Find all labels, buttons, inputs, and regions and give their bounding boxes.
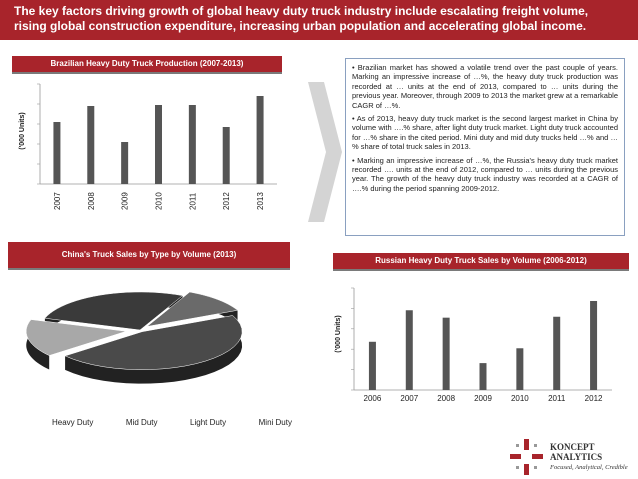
note-brazil: • Brazilian market has showed a volatile trend over the past couple of years. Marking an impressive increase of …%, the heavy duty truck production was recorded at … units at the end of 2013, compared to … units during the previous year. Moreover, through 2009 to 2013 the market grew at a remarkable CAGR of …%.	[352, 63, 618, 110]
legend-mini-duty: Mini Duty	[258, 418, 292, 427]
brazil-chart-svg	[12, 76, 287, 226]
russia-x-tick-label: 2011	[548, 394, 566, 403]
brazil-y-axis-label: ('000 Units)	[19, 112, 26, 150]
logo-tagline: Focused, Analytical, Credible	[550, 464, 628, 471]
russia-x-tick-label: 2006	[363, 394, 382, 403]
logo-name-line1: KONCEPT	[550, 442, 595, 452]
brazil-bar	[155, 105, 162, 184]
russia-y-axis-label: ('000 Units)	[335, 315, 342, 353]
brazil-x-tick-label: 2008	[86, 192, 96, 210]
brazil-x-tick-label: 2007	[52, 192, 62, 210]
brazil-x-tick-label: 2011	[188, 192, 198, 210]
brazil-bar	[121, 142, 128, 184]
legend-heavy-duty: Heavy Duty	[52, 418, 94, 427]
koncept-analytics-logo	[508, 436, 638, 479]
china-pie-svg	[20, 285, 310, 405]
brazil-bar	[223, 127, 230, 184]
china-legend	[52, 418, 292, 427]
russia-bar	[369, 342, 376, 390]
note-russia: • Marking an impressive increase of …%, the Russia's heavy duty truck market recorded …. units at the end of 2012, compared to … units during the previous year. The growth of the heavy duty truck industry was recorded at a CAGR of ….% during the period spanning 2009-2012.	[352, 155, 618, 193]
russia-x-tick-label: 2012	[584, 394, 603, 403]
brazil-bar	[189, 105, 196, 184]
page-title: The key factors driving growth of global heavy duty truck industry include escalating freight volume, rising global construction expenditure, increasing urban population and accelerating global income.	[0, 0, 638, 40]
brazil-x-tick-label: 2009	[120, 192, 130, 210]
brazil-bar	[53, 122, 60, 184]
russia-bar	[590, 301, 597, 390]
russia-x-tick-label: 2008	[437, 394, 456, 403]
brazil-chart-title: Brazilian Heavy Duty Truck Production (2007-2013)	[12, 56, 282, 74]
brazil-x-tick-label: 2012	[222, 192, 232, 210]
legend-light-duty: Light Duty	[190, 418, 227, 427]
china-chart	[20, 285, 310, 405]
russia-bar	[406, 310, 413, 390]
brazil-x-tick-label: 2013	[256, 192, 266, 210]
brazil-bar	[257, 96, 264, 184]
russia-x-tick-label: 2009	[474, 394, 492, 403]
russia-chart-svg	[330, 282, 625, 412]
russia-x-tick-label: 2010	[510, 394, 529, 403]
logo-name-line2: ANALYTICS	[550, 452, 603, 462]
russia-bar	[516, 348, 523, 390]
brazil-bar	[87, 106, 94, 184]
russia-x-tick-label: 2007	[400, 394, 419, 403]
china-chart-title: China's Truck Sales by Type by Volume (2013)	[8, 242, 290, 270]
arrow-right-icon	[308, 82, 342, 222]
brazil-chart	[12, 76, 287, 226]
legend-mid-duty: Mid Duty	[125, 418, 158, 427]
brazil-x-tick-label: 2010	[154, 192, 164, 210]
russia-bar	[553, 317, 560, 390]
russia-bar	[480, 363, 487, 390]
logo-mark-icon	[510, 439, 546, 475]
russia-bar	[443, 318, 450, 390]
russia-chart	[330, 282, 625, 412]
analysis-notes	[345, 58, 625, 236]
note-china: • As of 2013, heavy duty truck market is the second largest market in China by volume with ….% share, after light duty truck market. Light duty truck accounted for …% share in the cited period. Mini duty and mid duty trucks held …% and …% share of total truck sales in 2013.	[352, 114, 618, 152]
russia-chart-title: Russian Heavy Duty Truck Sales by Volume (2006-2012)	[333, 253, 629, 271]
